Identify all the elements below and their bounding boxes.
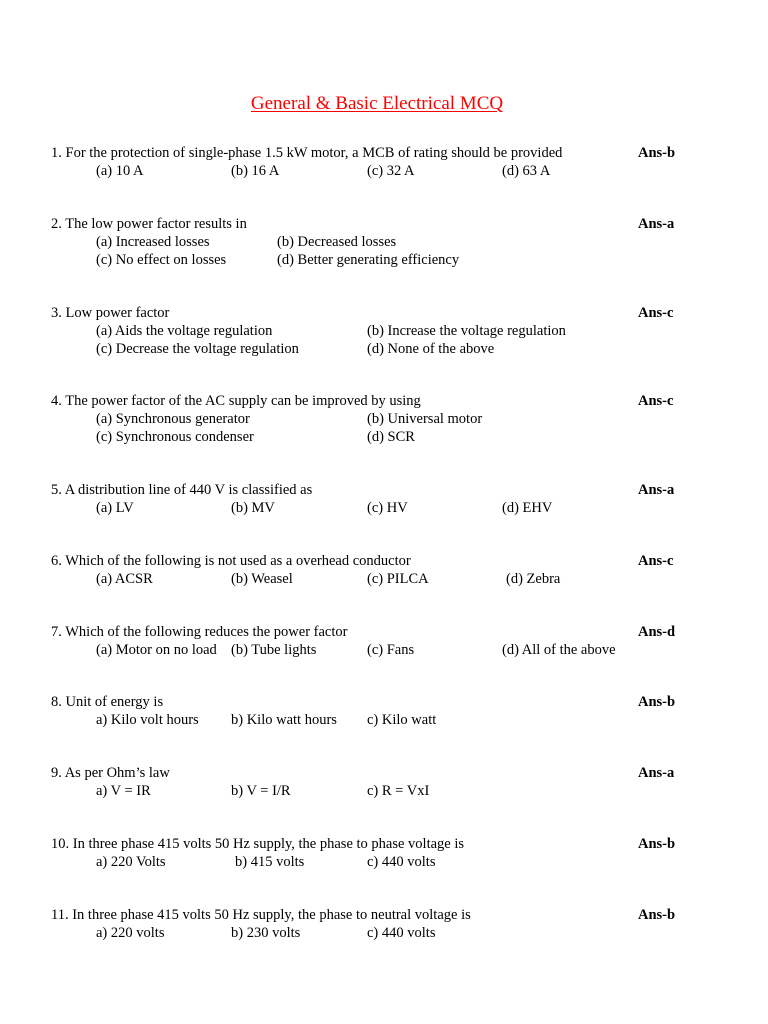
option-d: (d) All of the above [502, 642, 616, 658]
question-text: 1. For the protection of single-phase 1.5 kW motor, a MCB of rating should be provided [51, 145, 563, 161]
answer-label: Ans-a [638, 216, 675, 232]
answer-label: Ans-a [638, 482, 675, 498]
question-text: 11. In three phase 415 volts 50 Hz supply, the phase to neutral voltage is [51, 907, 471, 923]
option-a: (a) Aids the voltage regulation [96, 323, 273, 339]
options-row [51, 162, 691, 180]
option-a: a) V = IR [96, 783, 151, 799]
page-title: General & Basic Electrical MCQ [250, 93, 504, 114]
option-c: (c) HV [367, 500, 408, 516]
options-row [51, 233, 691, 251]
answer-label: Ans-b [638, 694, 676, 710]
answer-label: Ans-c [638, 553, 674, 569]
options-row [51, 782, 691, 800]
option-a: a) Kilo volt hours [96, 712, 199, 728]
question-1 [51, 144, 691, 180]
option-d: (d) SCR [367, 429, 415, 445]
question-7 [51, 623, 691, 659]
options-row [51, 251, 691, 269]
option-a: (a) Synchronous generator [96, 411, 250, 427]
question-text: 6. Which of the following is not used as a overhead conductor [51, 553, 411, 569]
question-6 [51, 552, 691, 588]
options-row [51, 711, 691, 729]
answer-label: Ans-c [638, 305, 674, 321]
question-text: 5. A distribution line of 440 V is classified as [51, 482, 313, 498]
option-d: (d) Zebra [506, 571, 561, 587]
question-text: 8. Unit of energy is [51, 694, 164, 710]
option-c: c) 440 volts [367, 925, 436, 941]
option-a: (a) Motor on no load [96, 642, 217, 658]
question-text: 2. The low power factor results in [51, 216, 247, 232]
option-b: (b) MV [231, 500, 275, 516]
options-row [51, 322, 691, 340]
option-c: c) 440 volts [367, 854, 436, 870]
option-a: a) 220 Volts [96, 854, 166, 870]
question-8 [51, 693, 691, 729]
option-b: (b) 16 A [231, 163, 280, 179]
option-c: (c) Synchronous condenser [96, 429, 254, 445]
question-9 [51, 764, 691, 800]
option-d: (d) None of the above [367, 341, 495, 357]
answer-label: Ans-c [638, 393, 674, 409]
option-b: (b) Increase the voltage regulation [367, 323, 566, 339]
option-b: (b) Weasel [231, 571, 293, 587]
option-a: (a) ACSR [96, 571, 153, 587]
question-text: 3. Low power factor [51, 305, 170, 321]
answer-label: Ans-a [638, 765, 675, 781]
option-c: c) Kilo watt [367, 712, 437, 728]
options-row [51, 853, 691, 871]
question-text: 10. In three phase 415 volts 50 Hz supply, the phase to phase voltage is [51, 836, 465, 852]
question-11 [51, 906, 691, 942]
option-b: (b) Tube lights [231, 642, 317, 658]
answer-label: Ans-b [638, 145, 676, 161]
option-d: (d) 63 A [502, 163, 551, 179]
answer-label: Ans-d [638, 624, 676, 640]
option-d: (d) Better generating efficiency [277, 252, 460, 268]
option-a: (a) Increased losses [96, 234, 210, 250]
option-a: (a) LV [96, 500, 134, 516]
option-c: (c) Decrease the voltage regulation [96, 341, 299, 357]
options-row [51, 641, 691, 659]
option-c: c) R = VxI [367, 783, 430, 799]
option-b: b) V = I/R [231, 783, 291, 799]
answer-label: Ans-b [638, 836, 676, 852]
option-b: (b) Decreased losses [277, 234, 397, 250]
question-3 [51, 304, 691, 358]
question-10 [51, 835, 691, 871]
option-a: a) 220 volts [96, 925, 165, 941]
answer-label: Ans-b [638, 907, 676, 923]
options-row [51, 570, 691, 588]
option-d: (d) EHV [502, 500, 553, 516]
option-a: (a) 10 A [96, 163, 144, 179]
options-row [51, 924, 691, 942]
question-text: 9. As per Ohm’s law [51, 765, 170, 781]
option-c: (c) 32 A [367, 163, 415, 179]
option-b: b) 230 volts [231, 925, 301, 941]
option-b: b) 415 volts [235, 854, 305, 870]
question-4 [51, 392, 691, 446]
option-b: b) Kilo watt hours [231, 712, 337, 728]
options-row [51, 499, 691, 517]
option-c: (c) Fans [367, 642, 415, 658]
question-2 [51, 215, 691, 269]
options-row [51, 428, 691, 446]
question-5 [51, 481, 691, 517]
option-c: (c) No effect on losses [96, 252, 227, 268]
question-text: 4. The power factor of the AC supply can be improved by using [51, 393, 421, 409]
option-c: (c) PILCA [367, 571, 429, 587]
options-row [51, 340, 691, 358]
options-row [51, 410, 691, 428]
question-text: 7. Which of the following reduces the power factor [51, 624, 348, 640]
option-b: (b) Universal motor [367, 411, 483, 427]
